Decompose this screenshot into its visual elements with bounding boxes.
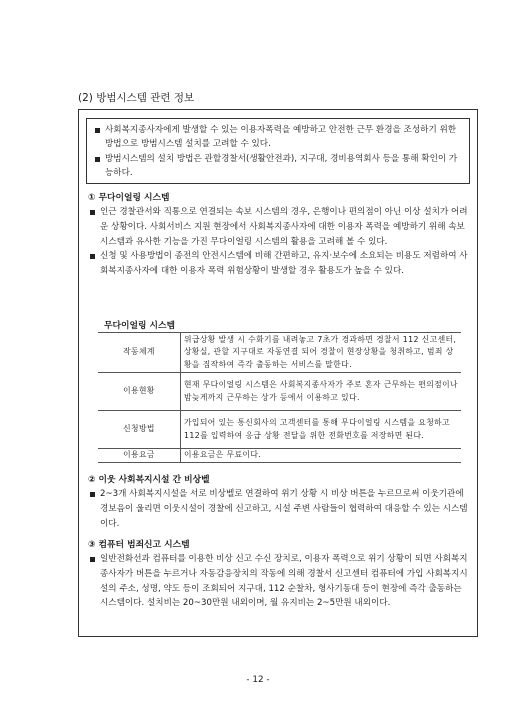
table-row	[98, 411, 461, 449]
no-dialing-table	[98, 332, 461, 463]
intro-box	[86, 118, 470, 184]
bullet-item: 인근 경찰관서와 직통으로 연결되는 속보 시스템의 경우, 은행이나 편의점이 아닌 이상 설치가 어려운 상황이다. 사회서비스 지원 현장에서 사회복지종사자에 대한 이용자 폭력을 예방하기 위해 속보 시스템과 유사한 기능을 가진 무다이얼링 시스템의 활용을 고려해 볼 수 있다.	[88, 205, 468, 249]
section-title-computer-report: ③ 컴퓨터 범죄신고 시스템	[88, 540, 190, 550]
bullet-item: 일반전화선과 컴퓨터를 이용한 비상 신고 수신 장치로, 이용자 폭력으로 위기 상황이 되면 사회복지종사자가 버튼을 누르거나 자동감응장치의 작동에 의해 경찰서 신고센터 컴퓨터에 가입 사회복지시설의 주소, 성명, 약도 등이 조회되어 지구대, 112 순찰차, 형사기동대 등이 현장에 즉각 출동하는 시스템이다. 설치비는 20~30만원 내외이며, 월 유지비는 2~5만원 내외이다.	[88, 552, 468, 611]
table-title: 무다이얼링 시스템	[104, 321, 176, 331]
intro-bullet: 방범시스템의 설치 방법은 관할경찰서(생활안전과), 지구대, 경비용역회사 등을 통해 확인이 가능하다.	[93, 152, 463, 181]
section-body-alarm-bell	[88, 487, 468, 531]
row-label: 신청방법	[98, 411, 181, 449]
row-label: 이용현황	[98, 373, 181, 411]
table-row	[98, 333, 461, 373]
row-label: 이용요금	[98, 449, 181, 463]
section-title-alarm-bell: ② 이웃 사회복지시설 간 비상벨	[88, 475, 210, 485]
table-row	[98, 449, 461, 463]
section-body-no-dialing	[88, 205, 468, 279]
bullet-item: 2~3개 사회복지시설을 서로 비상벨로 연결하여 위기 상황 시 비상 버튼을 누르므로써 이웃기관에 경보음이 울리면 이웃시설이 경찰에 신고하고, 시설 주변 사람들이 협력하여 대응할 수 있는 시스템이다.	[88, 487, 468, 531]
intro-bullet: 사회복지종사자에게 발생할 수 있는 이용자폭력을 예방하고 안전한 근무 환경을 조성하기 위한 방법으로 방범시스템 설치를 고려할 수 있다.	[93, 123, 463, 152]
section-heading: (2) 방범시스템 관련 정보	[78, 92, 195, 104]
row-text: 이용요금은 무료이다.	[181, 449, 462, 463]
bullet-item: 신청 및 사용방법이 종전의 안전시스템에 비해 간편하고, 유지·보수에 소요되는 비용도 저렴하여 사회복지종사자에 대한 이용자 폭력 위험상황이 발생할 경우 활용도가 높을 수 있다.	[88, 249, 468, 279]
page-number: - 12 -	[246, 675, 270, 685]
row-text: 가입되어 있는 통신회사의 고객센터를 통해 무다이얼링 시스템을 요청하고 112를 입력하여 응급 상황 전달을 위한 전화번호를 저장하면 된다.	[181, 411, 462, 449]
row-text: 현재 무다이얼링 시스템은 사회복지종사자가 주로 혼자 근무하는 편의점이나 밤늦게까지 근무하는 상가 등에서 이용하고 있다.	[181, 373, 462, 411]
section-body-computer-report	[88, 552, 468, 611]
row-text: 위급상황 발생 시 수화기를 내려놓고 7초가 경과하면 경찰서 112 신고센터, 상황실, 관할 지구대로 자동연결 되어 경찰이 현장상황을 청취하고, 범죄 상황을 짐작하여 즉각 출동하는 서비스를 말한다.	[181, 333, 462, 373]
section-title-no-dialing: ① 무다이얼링 시스템	[88, 193, 170, 203]
table-row	[98, 373, 461, 411]
row-label: 작동체계	[98, 333, 181, 373]
